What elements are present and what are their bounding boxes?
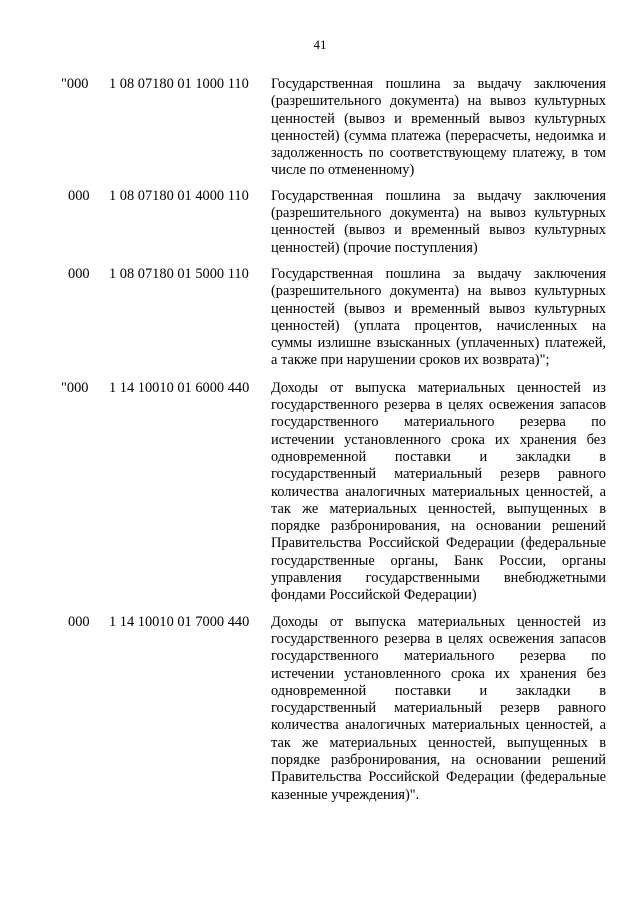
list-item [0,76,640,180]
entry-description: Доходы от выпуска материальных ценностей из государственного резерва в целях освежения запасов государственного материального резерва по истечении установленного срока их хранения без одновременной поставки и закладки в государственный материальный резерв равного количества аналогичных материальных ценностей, а так же материальных ценностей, выпущенных в порядке разбронирования, на основании решений Правительства Российской Федерации (федеральные государственные органы, Банк России, органы управления государственными внебюджетными фондами Российской Федерации) [271,379,606,604]
admin-code: "000 [61,379,89,396]
admin-code: "000 [61,76,89,92]
list-item [0,614,640,804]
admin-code: 000 [68,613,90,630]
page-number: 41 [313,37,327,52]
list-item [0,188,640,257]
kbk-code: 1 08 07180 01 4000 110 [109,187,249,204]
entry-description: Государственная пошлина за выдачу заключения (разрешительного документа) на вывоз культурных ценностей (вывоз и временный вывоз культурных ценностей) (уплата процентов, начисленных на суммы излишне взысканных (уплаченных) платежей, а также при нарушении сроков их возврата)"; [271,265,606,369]
list-item [0,380,640,605]
kbk-code: 1 08 07180 01 1000 110 [109,76,249,92]
entry-description: Государственная пошлина за выдачу заключения (разрешительного документа) на вывоз культурных ценностей (вывоз и временный вывоз культурных ценностей) (прочие поступления) [271,187,606,256]
kbk-code: 1 14 10010 01 7000 440 [109,613,250,630]
entry-description: Доходы от выпуска материальных ценностей из государственного резерва в целях освежения запасов государственного материального резерва по истечении установленного срока их хранения без одновременной поставки и закладки в государственный материальный резерв равного количества аналогичных материальных ценностей, а так же материальных ценностей, выпущенных в порядке разбронирования, на основании решений Правительства Российской Федерации (федеральные казенные учреждения)". [271,613,606,803]
kbk-code: 1 14 10010 01 6000 440 [109,379,250,396]
entry-description: Государственная пошлина за выдачу заключения (разрешительного документа) на вывоз культурных ценностей (вывоз и временный вывоз культурных ценностей) (сумма платежа (перерасчеты, недоимка и задолженность по соответствующему платежу, в том числе по отмененному) [271,76,606,179]
budget-classification-list [0,76,640,812]
list-item [0,266,640,370]
kbk-code: 1 08 07180 01 5000 110 [109,265,249,282]
admin-code: 000 [68,187,90,204]
admin-code: 000 [68,265,90,282]
